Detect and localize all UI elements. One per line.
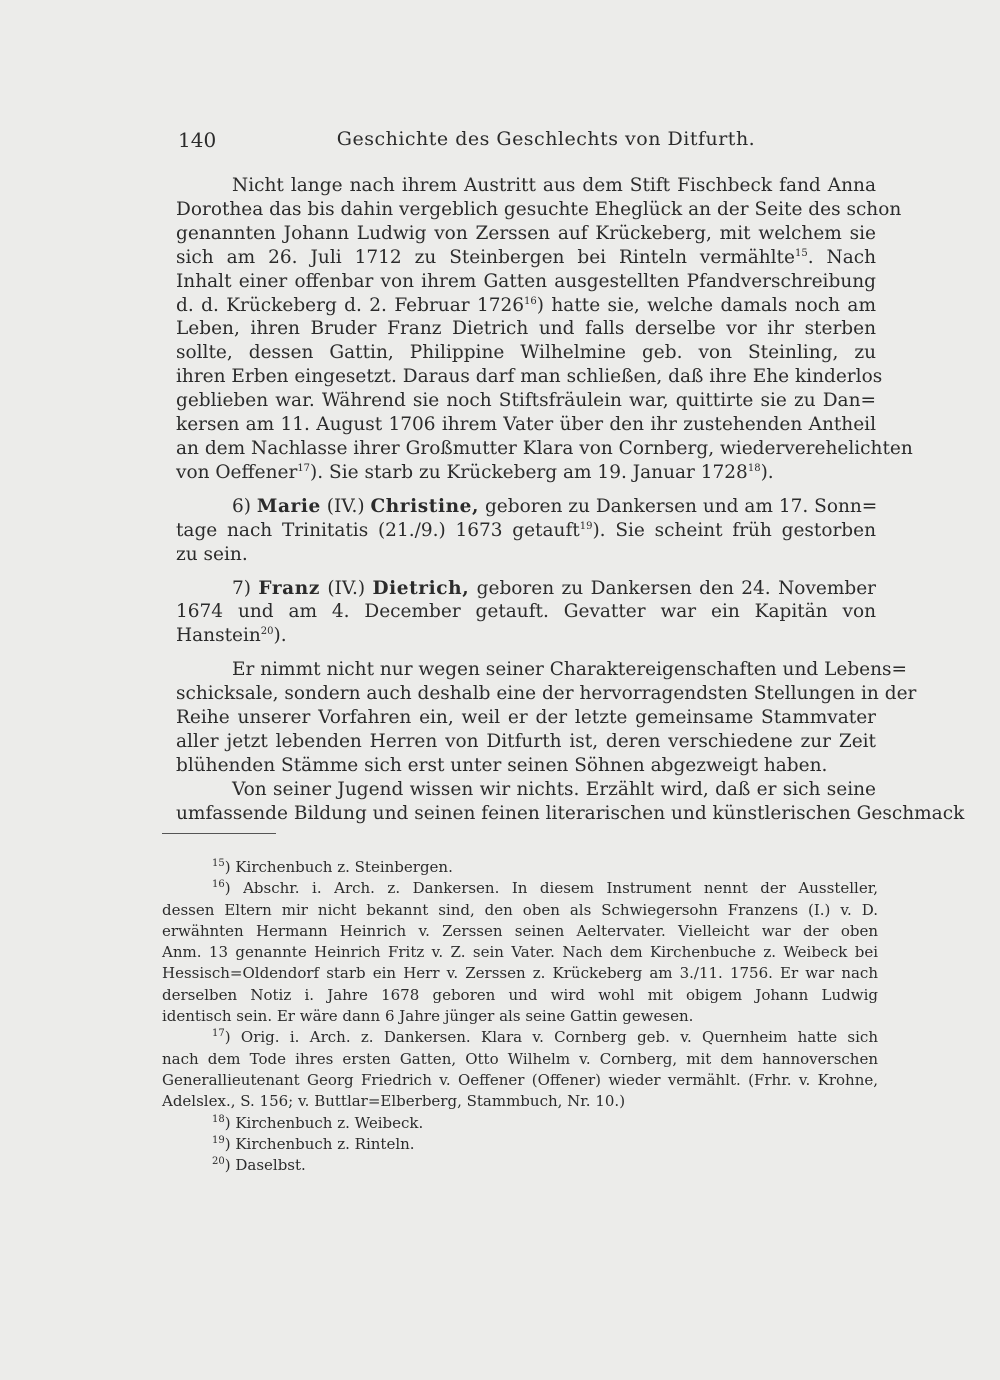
text-line: kersen am 11. August 1706 ihrem Vater über den ihr zustehenden Antheil <box>176 414 876 436</box>
text-line: dessen Eltern mir nicht bekannt sind, den oben als Schwiegersohn Franzens (I.) v. D. <box>162 900 878 919</box>
text-line <box>162 1134 878 1155</box>
text-line <box>162 878 878 899</box>
text-segment: d. d. Krückeberg d. 2. Februar 1726 <box>176 294 525 316</box>
main-text <box>176 174 965 826</box>
footnote-ref: 19 <box>579 520 593 532</box>
text-line: Nicht lange nach ihrem Austritt aus dem Stift Fischbeck fand Anna <box>232 175 876 196</box>
person-name: Franz <box>258 577 320 599</box>
text-segment: sich am 26. Juli 1712 zu Steinbergen bei Rinteln vermählte <box>176 246 795 268</box>
paragraph-marie-christine <box>176 495 876 567</box>
text-segment: geboren zu Dankersen den 24. November <box>476 577 877 599</box>
text-line: nach dem Tode ihres ersten Gatten, Otto Wilhelm v. Cornberg, mit dem hannoverschen <box>162 1049 878 1068</box>
running-title: Geschichte des Geschlechts von Ditfurth. <box>336 128 756 150</box>
text-segment: ) Kirchenbuch z. Steinbergen. <box>224 858 453 876</box>
footnote-number: 17 <box>212 1028 225 1040</box>
paragraph-character <box>176 658 917 778</box>
text-line: an dem Nachlasse ihrer Großmutter Klara von Cornberg, wiederverehelichten <box>176 437 913 459</box>
person-name: Christine, <box>370 495 480 517</box>
text-segment: ) Kirchenbuch z. Weibeck. <box>224 1113 424 1132</box>
text-line <box>176 519 876 543</box>
entry-number: 6) <box>232 495 251 517</box>
footnote-19 <box>162 1134 878 1155</box>
footnote-number: 15 <box>212 858 225 869</box>
text-line: ihren Erben eingesetzt. Daraus darf man schließen, daß ihre Ehe kinderlos <box>176 366 883 388</box>
text-line: erwähnten Hermann Heinrich v. Zerssen seinen Aeltervater. Vielleicht war der oben <box>162 921 878 940</box>
paragraph-anna-dorothea <box>176 174 913 485</box>
text-segment: ). Sie starb zu Krückeberg am 19. Januar 1728 <box>310 461 748 483</box>
text-segment: ) Abschr. i. Arch. z. Dankersen. In diesem Instrument nennt der Aussteller, <box>224 879 878 898</box>
text-segment: von Oeffener <box>176 461 298 483</box>
footnote-divider <box>162 833 276 834</box>
footnote-20 <box>162 1155 878 1176</box>
text-line <box>162 1027 878 1048</box>
footnote-16 <box>162 878 878 1027</box>
text-line <box>176 624 876 648</box>
generation-number: (IV.) <box>327 577 366 599</box>
text-line: Leben, ihren Bruder Franz Dietrich und falls derselbe vor ihr sterben <box>176 318 876 340</box>
text-line: Dorothea das bis dahin vergeblich gesuchte Eheglück an der Seite des schon <box>176 198 902 220</box>
text-segment: ) Daselbst. <box>224 1156 306 1175</box>
text-line <box>162 857 878 878</box>
footnote-number: 20 <box>212 1156 225 1168</box>
text-line: Adelslex., S. 156; v. Buttlar=Elberberg, Stammbuch, Nr. 10.) <box>162 1092 626 1111</box>
text-line: blühenden Stämme sich erst unter seinen Söhnen abgezweigt haben. <box>176 754 828 776</box>
text-segment: ) Orig. i. Arch. z. Dankersen. Klara v. Cornberg geb. v. Quernheim hatte sich <box>224 1028 878 1047</box>
generation-number: (IV.) <box>326 495 365 517</box>
text-line <box>176 495 876 519</box>
text-segment: geboren zu Dankersen und am 17. Sonn= <box>484 495 878 517</box>
text-line: Reihe unserer Vorfahren ein, weil er der letzte gemeinsame Stammvater <box>176 707 876 729</box>
footnote-17 <box>162 1027 878 1112</box>
entry-number: 7) <box>232 577 251 599</box>
text-line: Inhalt einer offenbar von ihrem Gatten ausgestellten Pfandverschreibung <box>176 270 876 292</box>
text-line: zu sein. <box>176 543 248 565</box>
text-line <box>176 577 876 601</box>
person-name: Marie <box>256 495 321 517</box>
text-line: Generallieutenant Georg Friedrich v. Oeffener (Offener) wieder vermählt. (Frhr. v. Krohne, <box>162 1070 878 1089</box>
text-line: identisch sein. Er wäre dann 6 Jahre jünger als seine Gattin gewesen. <box>162 1007 694 1026</box>
footnote-number: 18 <box>212 1113 225 1125</box>
page-number: 140 <box>178 128 217 152</box>
text-line: Hessisch=Oldendorf starb ein Herr v. Zerssen z. Krückeberg am 3./11. 1756. Er war nach <box>162 964 878 983</box>
footnote-15 <box>162 857 878 878</box>
text-line: genannten Johann Ludwig von Zerssen auf Krückeberg, mit welchem sie <box>176 222 876 244</box>
paragraph-youth <box>176 778 965 826</box>
person-name: Dietrich, <box>372 577 470 599</box>
paragraph-franz-dietrich <box>176 577 876 649</box>
text-line <box>162 1155 878 1176</box>
text-line: schicksale, sondern auch deshalb eine der hervorragendsten Stellungen in der <box>176 683 917 705</box>
text-segment: ). Sie scheint früh gestorben <box>592 519 877 541</box>
footnote-ref: 15 <box>794 247 808 259</box>
text-line: Von seiner Jugend wissen wir nichts. Erzählt wird, daß er sich seine <box>232 778 876 800</box>
text-line: aller jetzt lebenden Herren von Ditfurth ist, deren verschiedene zur Zeit <box>176 730 876 752</box>
text-line: sollte, dessen Gattin, Philippine Wilhelmine geb. von Steinling, zu <box>176 342 876 364</box>
text-line <box>162 1113 878 1134</box>
text-segment: ). <box>273 625 287 647</box>
text-line: geblieben war. Während sie noch Stiftsfräulein war, quittirte sie zu Dan= <box>176 390 876 412</box>
text-line: 1674 und am 4. December getauft. Gevatter war ein Kapitän von <box>176 601 876 623</box>
footnote-ref: 16 <box>524 295 537 307</box>
text-line <box>176 246 876 270</box>
text-segment: . Nach <box>807 246 876 268</box>
text-line: Er nimmt nicht nur wegen seiner Charaktereigenschaften und Lebens= <box>232 659 908 681</box>
text-line: Anm. 13 genannte Heinrich Fritz v. Z. sein Vater. Nach dem Kirchenbuche z. Weibeck bei <box>162 943 878 962</box>
text-line: umfassende Bildung und seinen feinen literarischen und künstlerischen Geschmack <box>176 802 965 824</box>
text-segment: ) Kirchenbuch z. Rinteln. <box>224 1134 415 1153</box>
text-segment: ). <box>760 461 774 483</box>
text-segment: ) hatte sie, welche damals noch am <box>536 294 876 316</box>
footnote-ref: 17 <box>297 462 311 474</box>
footnote-ref: 18 <box>747 462 761 474</box>
text-segment: tage nach Trinitatis (21./9.) 1673 getauft <box>176 519 580 541</box>
text-line <box>176 461 876 485</box>
footnote-number: 16 <box>212 879 225 891</box>
footnote-ref: 20 <box>260 626 274 638</box>
text-segment: Hanstein <box>176 625 261 647</box>
footnote-18 <box>162 1113 878 1134</box>
footnote-number: 19 <box>212 1134 225 1146</box>
footnotes <box>162 857 878 1176</box>
text-line <box>176 294 876 318</box>
page-header <box>176 124 876 156</box>
text-line: derselben Notiz i. Jahre 1678 geboren und wird wohl mit obigem Johann Ludwig <box>162 985 878 1004</box>
